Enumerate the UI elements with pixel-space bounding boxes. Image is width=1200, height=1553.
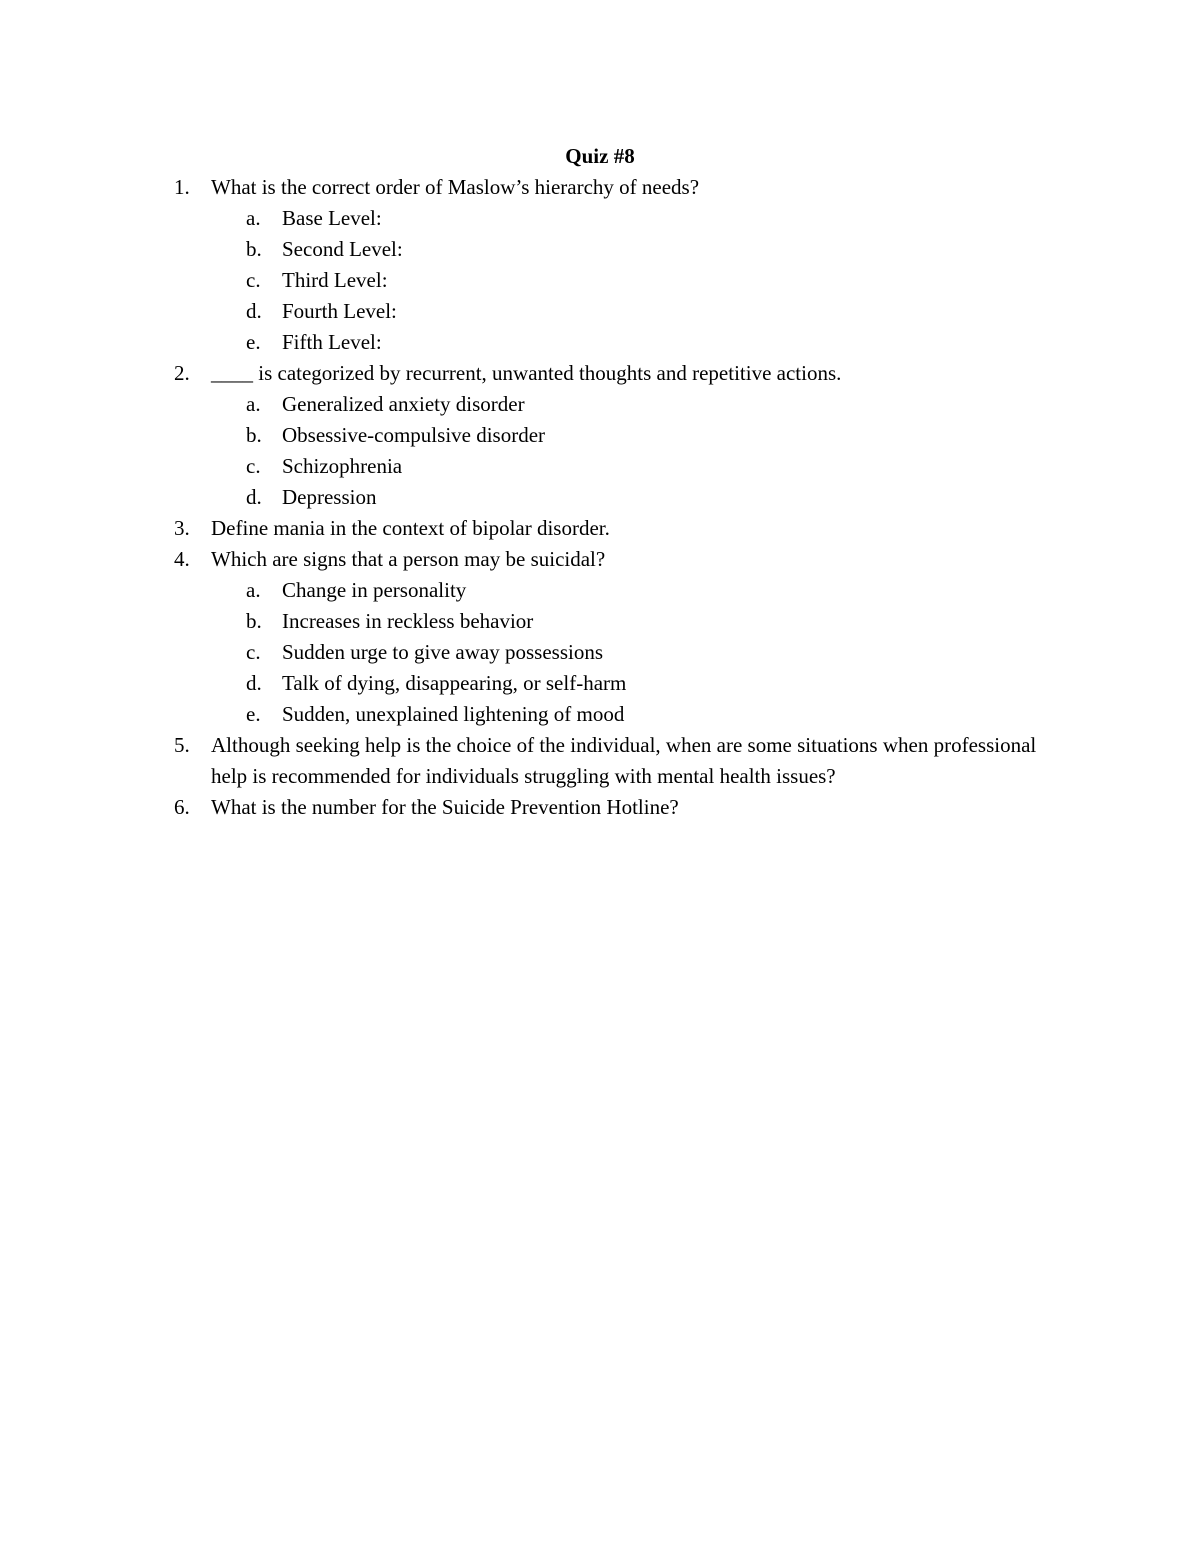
question-text: What is the correct order of Maslow’s hierarchy of needs? — [211, 175, 700, 199]
option-letter: d. — [246, 671, 262, 695]
option-item — [174, 265, 1054, 296]
option-text: Sudden urge to give away possessions — [282, 640, 603, 664]
question-number: 6. — [174, 795, 190, 819]
option-letter: a. — [246, 578, 261, 602]
option-text: Depression — [282, 485, 377, 509]
option-letter: c. — [246, 454, 261, 478]
option-text: Third Level: — [282, 268, 388, 292]
question-number: 1. — [174, 175, 190, 199]
option-letter: a. — [246, 392, 261, 416]
option-text: Increases in reckless behavior — [282, 609, 534, 633]
question-item — [174, 358, 1054, 389]
option-text: Fourth Level: — [282, 299, 397, 323]
option-letter: c. — [246, 268, 261, 292]
question-item — [174, 792, 1054, 823]
option-item — [174, 203, 1054, 234]
option-text: Second Level: — [282, 237, 403, 261]
option-item — [174, 482, 1054, 513]
question-text: What is the number for the Suicide Prevention Hotline? — [211, 795, 679, 819]
option-item — [174, 451, 1054, 482]
option-item — [174, 420, 1054, 451]
question-item — [174, 730, 1054, 792]
option-item — [174, 575, 1054, 606]
option-item — [174, 637, 1054, 668]
option-letter: d. — [246, 299, 262, 323]
option-item — [174, 234, 1054, 265]
option-letter: b. — [246, 609, 262, 633]
page-title: Quiz #8 — [565, 144, 635, 168]
option-text: Schizophrenia — [282, 454, 403, 478]
option-text: Fifth Level: — [282, 330, 382, 354]
option-item — [174, 668, 1054, 699]
option-letter: c. — [246, 640, 261, 664]
question-number: 3. — [174, 516, 190, 540]
option-item — [174, 327, 1054, 358]
option-letter: d. — [246, 485, 262, 509]
option-text: Base Level: — [282, 206, 382, 230]
question-list — [174, 172, 1054, 823]
question-item — [174, 544, 1054, 575]
option-text: Sudden, unexplained lightening of mood — [282, 702, 625, 726]
option-letter: e. — [246, 702, 261, 726]
question-number: 4. — [174, 547, 190, 571]
question-number: 5. — [174, 733, 190, 757]
question-item — [174, 513, 1054, 544]
option-letter: a. — [246, 206, 261, 230]
question-item — [174, 172, 1054, 203]
option-text: Change in personality — [282, 578, 467, 602]
question-text: Although seeking help is the choice of the individual, when are some situations when professional help is recommended for individuals struggling with mental health issues? — [211, 733, 1037, 788]
question-text: Define mania in the context of bipolar disorder. — [211, 516, 610, 540]
option-text: Obsessive-compulsive disorder — [282, 423, 546, 447]
question-number: 2. — [174, 361, 190, 385]
option-item — [174, 389, 1054, 420]
option-text: Generalized anxiety disorder — [282, 392, 525, 416]
option-text: Talk of dying, disappearing, or self-harm — [282, 671, 627, 695]
option-letter: b. — [246, 237, 262, 261]
option-item — [174, 606, 1054, 637]
question-text: ____ is categorized by recurrent, unwanted thoughts and repetitive actions. — [211, 361, 842, 385]
question-text: Which are signs that a person may be suicidal? — [211, 547, 606, 571]
option-item — [174, 699, 1054, 730]
option-item — [174, 296, 1054, 327]
option-letter: e. — [246, 330, 261, 354]
option-letter: b. — [246, 423, 262, 447]
